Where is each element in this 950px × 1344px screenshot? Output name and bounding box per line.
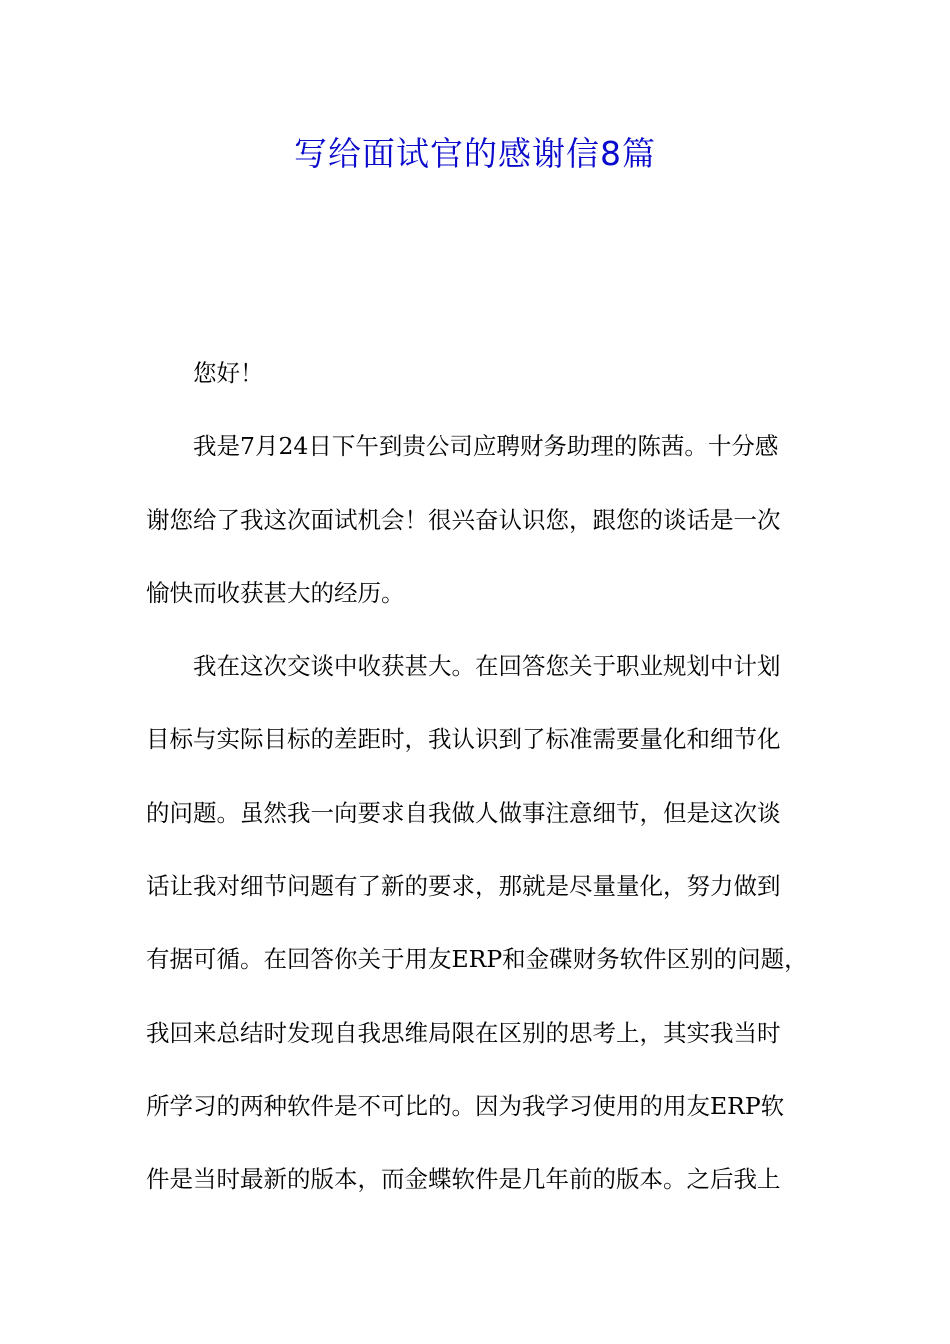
paragraph-line: 件是当时最新的版本，而金蝶软件是几年前的版本。之后我上 bbox=[146, 1165, 781, 1194]
greeting-line: 您好！ bbox=[193, 359, 264, 387]
paragraph-line: 我是7月24日下午到贵公司应聘财务助理的陈茜。十分感 bbox=[193, 432, 779, 461]
paragraph-line: 我回来总结时发现自我思维局限在区别的思考上，其实我当时 bbox=[146, 1018, 781, 1047]
document-title: 写给面试官的感谢信8篇 bbox=[294, 134, 656, 173]
letter-body bbox=[146, 337, 810, 1217]
paragraph-line: 话让我对细节问题有了新的要求，那就是尽量量化，努力做到 bbox=[146, 872, 781, 901]
paragraph-line: 谢您给了我这次面试机会！很兴奋认识您，跟您的谈话是一次 bbox=[146, 505, 781, 534]
paragraph-line: 有据可循。在回答你关于用友ERP和金碟财务软件区别的问题， bbox=[146, 945, 808, 974]
greeting bbox=[146, 337, 810, 410]
paragraph-1 bbox=[146, 410, 810, 630]
paragraph-line: 所学习的两种软件是不可比的。因为我学习使用的用友ERP软 bbox=[146, 1091, 785, 1120]
paragraph-line: 目标与实际目标的差距时，我认识到了标准需要量化和细节化 bbox=[146, 725, 781, 754]
paragraph-line: 的问题。虽然我一向要求自我做人做事注意细节，但是这次谈 bbox=[146, 798, 781, 827]
paragraph-2 bbox=[146, 630, 810, 1216]
paragraph-line: 我在这次交谈中收获甚大。在回答您关于职业规划中计划 bbox=[193, 652, 781, 681]
paragraph-line: 愉快而收获甚大的经历。 bbox=[146, 578, 405, 607]
